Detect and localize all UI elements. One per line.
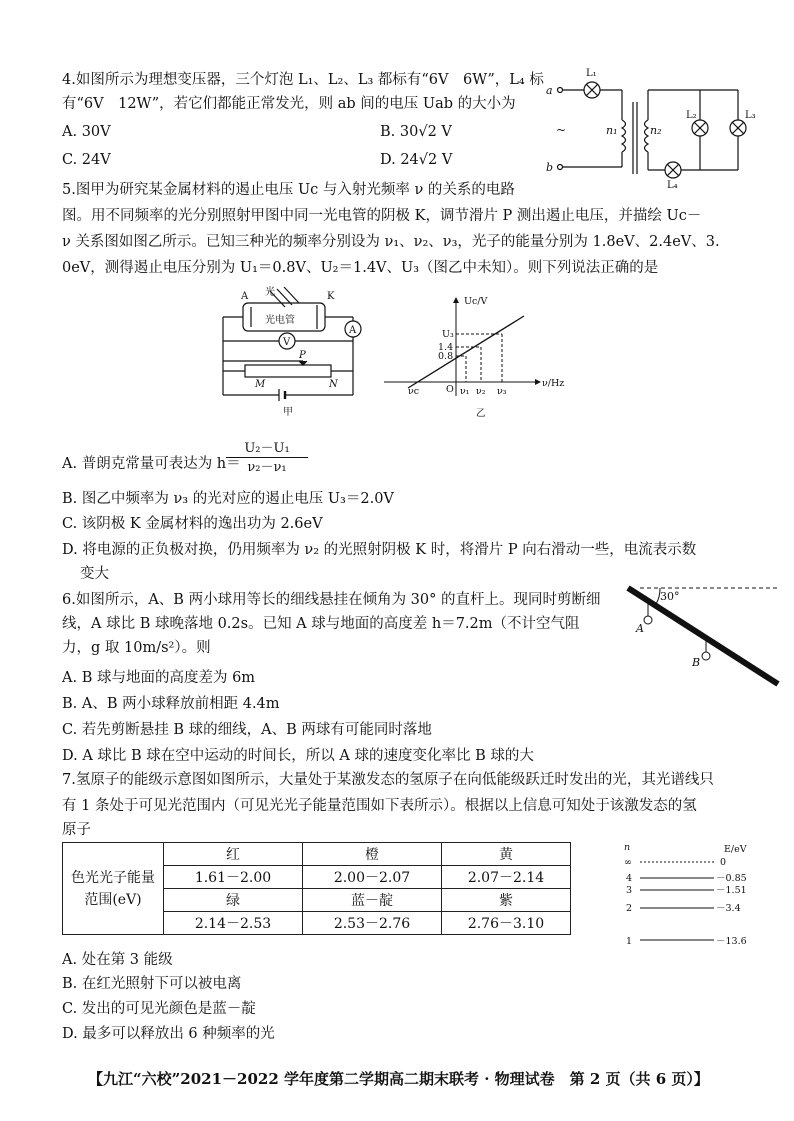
primary-coil	[622, 120, 626, 152]
q7-stem-line3: 原子	[62, 822, 91, 838]
q5-option-d-line2: 变大	[80, 566, 109, 582]
table-cell: 紫	[442, 889, 571, 912]
ball-b	[702, 652, 710, 660]
uc-nu-graph	[380, 292, 580, 422]
table-cell: 黄	[442, 843, 571, 866]
level-n: 1	[626, 936, 633, 947]
label-a: a	[546, 84, 553, 97]
q7-option-b: B. 在红光照射下可以被电离	[62, 976, 242, 992]
inclined-rod-figure	[620, 580, 785, 690]
q5-option-a-numerator: U₂－U₁	[226, 440, 308, 458]
q5-stem-line3: ν 关系图如图乙所示。已知三种光的频率分别设为 ν₁、ν₂、ν₃，光子的能量分别为 1.8eV、2.4eV、3.	[62, 234, 720, 250]
slide-rheostat	[245, 365, 331, 377]
q6-stem-line2: 线，A 球比 B 球晚落地 0.2s。已知 A 球与地面的高度差 h＝7.2m（不计空气阻	[62, 616, 580, 632]
level-energy: －1.51	[716, 885, 747, 896]
q5-option-c: C. 该阴极 K 金属材料的逸出功为 2.6eV	[62, 516, 323, 532]
tick-nu1: ν₁	[460, 386, 470, 397]
electrode-k-label: K	[327, 291, 335, 302]
q5-option-a-denominator: ν₂－ν₁	[247, 460, 287, 475]
tube-label: 光电管	[265, 315, 295, 326]
q6-option-b: B. A、B 两小球释放前相距 4.4m	[62, 696, 280, 712]
q5-option-a-prefix: A. 普朗克常量可表达为 h＝	[62, 456, 241, 472]
label-l1: L₁	[586, 68, 597, 79]
q5-option-b: B. 图乙中频率为 ν₃ 的光对应的遏止电压 U₃＝2.0V	[62, 491, 394, 507]
tick-nuc: νc	[408, 386, 420, 397]
ac-source-symbol: ~	[556, 123, 567, 137]
q7-stem-line1: 7.氢原子的能级示意图如图所示，大量处于某激发态的氢原子在向低能级跃迁时发出的光，其光谱线只	[62, 772, 714, 788]
table-cell: 2.07－2.14	[442, 866, 571, 889]
inclined-rod	[628, 588, 778, 684]
table-header: 色光光子能量范围(eV)	[63, 843, 164, 935]
table-cell: 橙	[303, 843, 442, 866]
q6-option-c: C. 若先剪断悬挂 B 球的细线，A、B 两球有可能同时落地	[62, 722, 432, 738]
table-cell: 1.61－2.00	[164, 866, 303, 889]
light-label: 光	[265, 287, 275, 298]
level-n: ∞	[624, 857, 632, 868]
slider-p-label: P	[299, 350, 306, 361]
q7-option-c: C. 发出的可见光颜色是蓝－靛	[62, 1001, 256, 1017]
q5-stem-line1: 5.图甲为研究某金属材料的遏止电压 Uc 与入射光频率 ν 的关系的电路	[62, 182, 515, 198]
q6-stem-line1: 6.如图所示，A、B 两小球用等长的细线悬挂在倾角为 30° 的直杆上。现同时剪断细	[62, 592, 601, 608]
tick-u3: U₃	[442, 329, 454, 340]
page-footer: 【九江“六校”2021－2022 学年度第二学期高二期末联考 · 物理试卷 第 2 页（共 6 页）】	[88, 1070, 709, 1088]
table-cell: 2.14－2.53	[164, 912, 303, 935]
level-n: 3	[626, 885, 633, 896]
terminal-a	[558, 88, 563, 93]
table-cell: 2.76－3.10	[442, 912, 571, 935]
tick-1-4: 1.4	[438, 342, 454, 353]
level-energy: －3.4	[716, 903, 741, 914]
q5-stem-line4: 0eV，测得遏止电压分别为 U₁＝0.8V、U₂＝1.4V、U₃（图乙中未知）。则下列说法正确的是	[62, 260, 659, 276]
q7-stem-line2: 有 1 条处于可见光范围内（可见光光子能量范围如下表所示）。根据以上信息可知处于该激发态的氢	[62, 798, 697, 814]
label-l3: L₃	[745, 110, 756, 121]
visible-light-energy-table	[62, 842, 571, 935]
label-n1: n₁	[606, 124, 618, 137]
transformer-figure	[540, 62, 780, 192]
q6-option-d: D. A 球比 B 球在空中运动的时间长，所以 A 球的速度变化率比 B 球的大	[62, 748, 534, 764]
label-n2: n₂	[650, 124, 662, 137]
ball-a-label: A	[636, 622, 644, 635]
slider-p	[299, 361, 307, 365]
ball-b-label: B	[692, 656, 701, 669]
level-energy: －13.6	[716, 936, 747, 947]
q5-option-d-line1: D. 将电源的正负极对换，仍用频率为 ν₂ 的光照射阴极 K 时，将滑片 P 向右滑动一些，电流表示数	[62, 542, 697, 558]
y-axis-label: Uc/V	[464, 296, 488, 307]
table-cell: 2.53－2.76	[303, 912, 442, 935]
q7-option-d: D. 最多可以释放出 6 种频率的光	[62, 1026, 275, 1042]
level-energy: －0.85	[716, 873, 747, 884]
energy-header: E/eV	[724, 844, 747, 855]
q4-stem-line1: 4.如图所示为理想变压器，三个灯泡 L₁、L₂、L₃ 都标有“6V 6W”，L₄ 标	[62, 72, 544, 88]
q7-option-a: A. 处在第 3 能级	[62, 952, 173, 968]
tick-0-8: 0.8	[438, 351, 454, 362]
energy-level-diagram	[620, 840, 770, 950]
end-m-label: M	[255, 379, 266, 390]
voltmeter-label: V	[283, 337, 291, 348]
tick-nu2: ν₂	[476, 386, 486, 397]
q6-option-a: A. B 球与地面的高度差为 6m	[62, 670, 256, 686]
q5-stem-line2: 图。用不同频率的光分别照射甲图中同一光电管的阴极 K，调节滑片 P 测出遏止电压，并描绘 Uc－	[62, 208, 702, 224]
q4-stem-line2: 有“6V 12W”，若它们都能正常发光，则 ab 间的电压 Uab 的大小为	[62, 96, 516, 112]
ball-a	[644, 616, 652, 624]
label-l4: L₄	[667, 180, 678, 191]
x-axis-label: ν/Hz	[542, 378, 565, 389]
q6-stem-line3: 力，g 取 10m/s²）。则	[62, 640, 211, 656]
table-cell: 蓝－靛	[303, 889, 442, 912]
origin-label: O	[446, 384, 454, 395]
secondary-coil	[645, 120, 649, 152]
table-cell: 红	[164, 843, 303, 866]
level-n: 2	[626, 903, 633, 914]
table-cell: 绿	[164, 889, 303, 912]
q4-option-b: B. 30√2 V	[380, 124, 452, 140]
n-header: n	[624, 842, 631, 853]
level-n: 4	[626, 873, 633, 884]
level-energy: 0	[720, 857, 727, 868]
figure-b-caption: 乙	[476, 408, 486, 419]
photoelectric-circuit-figure	[215, 285, 375, 420]
terminal-b	[558, 165, 563, 170]
q4-option-a: A. 30V	[62, 124, 111, 140]
table-cell: 2.00－2.07	[303, 866, 442, 889]
electrode-a-label: A	[241, 291, 249, 302]
ammeter-label: A	[349, 325, 357, 336]
q4-option-d: D. 24√2 V	[380, 152, 453, 168]
figure-a-caption: 甲	[283, 407, 293, 418]
angle-label: 30°	[660, 590, 680, 603]
q4-option-c: C. 24V	[62, 152, 111, 168]
tick-nu3: ν₃	[497, 386, 507, 397]
label-b: b	[546, 161, 554, 174]
end-n-label: N	[329, 379, 338, 390]
label-l2: L₂	[686, 110, 697, 121]
